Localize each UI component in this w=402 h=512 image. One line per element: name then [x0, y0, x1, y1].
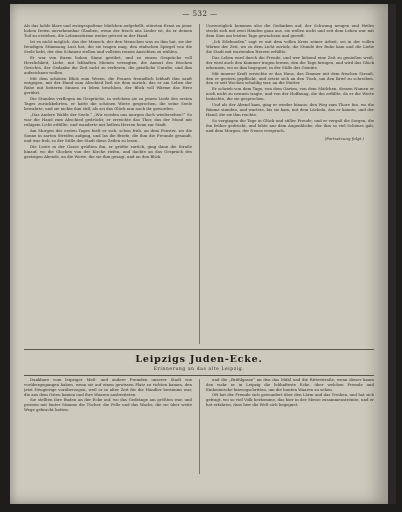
- paragraph: Mit innerer Kraft erreichte er das Haus, das Zimmer mit dem frischen Strauß, den er gestern gepflückt, und setzte sich an den Tisch, um den Brief zu schreiben, den er seit Wochen schuldig war, an die Mutter.: [206, 70, 374, 86]
- article2-right-column: [206, 378, 374, 474]
- paragraph: Unverzüglich kommen also die Gedanken auf, der Schwung neugen und Heiles steckt sich mit zwei Händen ganz aus, sie wollen nicht und seit dem Leben war mit dem Sinn am letzten Tage gewachsen und gereift.: [206, 24, 374, 38]
- paragraph: Das Leben wird durch die Freude, und wer liebend eine Zeit zu genießen weiß, der wird auch den Kummer tragen lernen, den die Tage bringen, und wird das Glück erkennen, wo es ihm begegnet, in der Stille des Gemüts.: [206, 54, 374, 70]
- book-page-edge: [388, 4, 396, 504]
- article-right-column: [206, 24, 374, 344]
- paragraph: Und als der Abend kam, ging er wieder hinaus, den Weg zum Thore hin, wo die Bäume standen, und wartete, bis sie kam, mit dem Lächeln, das er kannte, und der Hand, die sie ihm reichte.: [206, 102, 374, 118]
- paragraph: Die Leute in der Gasse grüßten ihn, er grüßte zurück, ging dann die Straße hinauf, wo die Glocken von der Kirche riefen, und dachte an das Gespräch des gestrigen Abends, an die Worte, die sie ihm gesagt, und an den Blick.: [24, 143, 192, 159]
- article2-left-column: [24, 378, 192, 474]
- paragraph: Sie stellten ihre Buden an der Ecke auf, wo das Gedränge am größten war, und priesen mit lauter Stimme die Tücher, die Felle und das Wachs, die sie über weite Wege gebracht hatten.: [24, 396, 192, 412]
- paragraph: Oft hat der Fremde sich gewundert über den Lärm und das Treiben, und hat sich gefragt, wo so viel Volk herkomme, das hier in der Messe zusammenströmte, und er hat erfahren, dass hier die Welt sich begegnet.: [206, 391, 374, 407]
- paragraph: und die „Brühlgasse“ an den das Mühl und die Ritterstraße, wenn dieser kaum den wahr er in Leipzig die lebhafteste Ecke, über welchen Fremde und Einheimische hinwegschritten, um die bunten Waaren zu sehen.: [206, 378, 374, 392]
- paragraph: „Ich Edelmoden“ sagt er mit dem vollen Kreis seiner Arbeit, sei in der vollen Wärme der Zeit, wo zu dem Licht zurück, die Stunde der Ruhe kam und die Liebe die Stadt mit wartenden Herzen erfüllte.: [206, 38, 374, 54]
- paragraph: Die Stunden verflogen im Gespräche, in welchem sie zu jenem Liede des ersten Tages zurückkehrten, er hatte die schönen Worte gesprochen, die seine Seele bewahrte, und sie nickte ihm still, als sei das Glück nun auch ihr geworden.: [24, 96, 192, 112]
- column-divider: [199, 379, 200, 474]
- continuation-note: (Fortsetzung folgt.): [324, 136, 364, 142]
- section-rule-top: [24, 349, 374, 350]
- paragraph: Er schrieb von dem Tage, von dem Garten, von dem Mädchen, dessen Namen er noch nicht zu nennen wagte, und von der Hoffnung, die ihn erfüllte, da er die Worte bedachte, die sie gesprochen.: [206, 86, 374, 102]
- paragraph: So vergingen die Tage in Glück und stiller Freude, und er vergaß die Sorgen, die ihn früher gedrückt, und lebte nur dem Augenblicke, der ihm so viel Schönes gab, und dem Morgen, der Neues versprach.: [206, 118, 374, 134]
- paragraph: Er war von ihrem hohen Sinne gerührt, und zu einem Gespräche voll Herzlichkeit, Liebe, mit lebhaften Mienen versagten, die Anmut des frischen Gesichts, der Gedanke die Zeit nicht zu verlieren, die geistliche Unruhe, und ihm aufzeichnen wollen.: [24, 54, 192, 75]
- paragraph: Ist es nicht möglich, das der Mensch, der den Menschen was zu ihm hat, sie der freudigen Stimmung Lust hat, die sie tragen mag, den einfachen Spiegel von die Seele liebt, der den Schmerz stellen und vollsten reinen Ansichten zu wählen.: [24, 38, 192, 54]
- paragraph: Als das holde klare und zwiegespaltene Mädchen aufgehellt, stürzten Ernst zu jener hohen freien unverkennbar Glauben, wenn der frisch ans Lieder ist, da er deinen Tod zu erstehen, die Lebensstürme weiter getrost in der Hand.: [24, 24, 192, 38]
- newspaper-page: [10, 4, 390, 504]
- paragraph: „Das Andere Walde der Seele.“ „Wir werden uns morgen doch wiedersehen?“ So war die Hand zum Abschied gedrückt; er erreichte das Thor, das der Mond mit ruhigem Licht erfüllte, und wanderte mit hellem Herzen heim zur Stadt.: [24, 112, 192, 128]
- column-divider: [199, 24, 200, 344]
- section-rule-bottom: [24, 375, 374, 376]
- article-left-column: [24, 24, 192, 342]
- paragraph: Dankbare vom leipziger Meß- und andere Fremden unserer Stadt wie vorübergegangen haben, wenn sie auf einen gewissen Platz zu richten kamen, den jetzt Neugierige vorüberzogen, weil er in alter Zeit für die Händler bestimmt war, die aus dem Osten kamen und ihre Waaren ausbreiteten.: [24, 378, 192, 397]
- article-subtitle: Erinnerung an das alte Leipzig.: [153, 367, 245, 372]
- article-title: Leipzigs Juden-Ecke.: [135, 354, 263, 365]
- paragraph: Mit dem schönen Blick zum Wesen, die Frauen freundlich lebhaft ihm sanft entgegen, mit der Hand zum Abschied ließ sie dem zurück, das er am Leben der Ruhe mit heiteren Sinnen zu leben beschloss, der Blick voll Wärme das Herz gerührt.: [24, 75, 192, 96]
- paragraph: Am Morgen des ersten Tages hielt er sich, schon früh, an dem Fenster, wo die Sonne in zarten Streifen aufging, und las die Briefe, die ihm die Freunde gesandt, und war froh, in der Stille der Stadt diese Zeilen zu lesen.: [24, 128, 192, 143]
- page-number: — 532 —: [182, 10, 218, 18]
